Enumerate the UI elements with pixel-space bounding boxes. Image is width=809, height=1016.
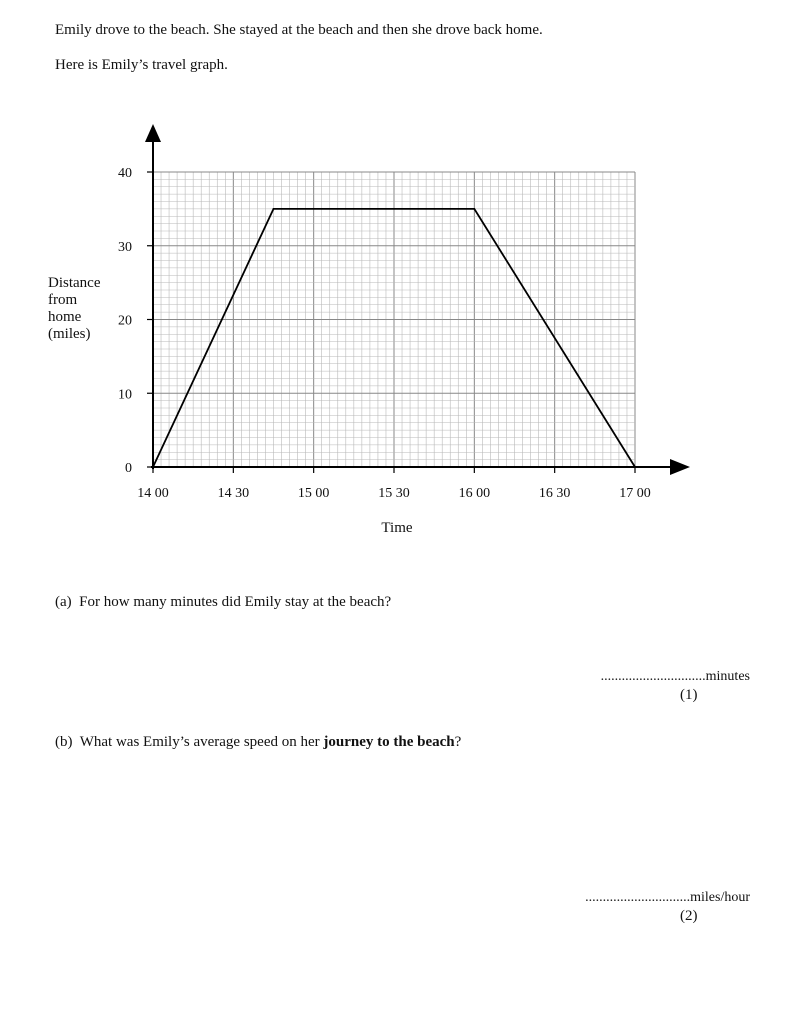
question-b-label: (b) [55,734,73,750]
y-axis-label-line-3: home [48,309,82,325]
x-tick-label: 14 00 [137,486,169,501]
x-tick-label: 17 00 [619,486,651,501]
data-point [473,208,475,210]
x-tick-label: 16 30 [538,486,571,501]
question-b-end: ? [454,734,462,750]
y-tick-label: 20 [118,313,132,329]
question-b-text: What was Emily’s average speed on her [79,734,324,750]
y-axis-label-line-1: Distance [48,275,101,291]
y-axis-label-line-4: (miles) [48,326,91,342]
y-tick-label: 40 [118,166,132,181]
x-tick-label: 15 30 [378,486,410,501]
x-tick-label: 14 30 [217,486,250,501]
answer-line-b[interactable]: ..............................miles/hour [585,890,750,905]
intro-line-1: Emily drove to the beach. She stayed at the beach and then she drove back home. [55,22,543,38]
answer-line-a[interactable]: ..............................minutes [600,669,750,684]
question-b [55,733,461,751]
grid [153,172,635,467]
y-tick-label: 0 [125,461,132,476]
y-tick-label: 30 [118,239,132,255]
x-axis-label: Time [381,520,413,536]
marks-a: (1) [680,687,698,703]
data-point [152,466,154,468]
x-tick-label: 15 00 [297,486,330,501]
question-a-label: (a) [55,594,72,610]
data-point [273,208,275,210]
x-tick-label: 16 00 [458,486,491,501]
intro-line-2: Here is Emily’s travel graph. [55,57,228,73]
question-b-bold-text: journey to the beach [323,734,455,750]
y-tick-label: 10 [118,387,132,403]
marks-b: (2) [680,908,698,924]
data-point [634,466,636,468]
question-a [55,593,391,611]
y-axis-arrow-icon [145,124,161,142]
question-a-text: For how many minutes did Emily stay at the beach? [79,594,392,610]
y-axis-label-line-2: from [48,292,78,308]
x-axis-arrow-icon [670,459,690,475]
